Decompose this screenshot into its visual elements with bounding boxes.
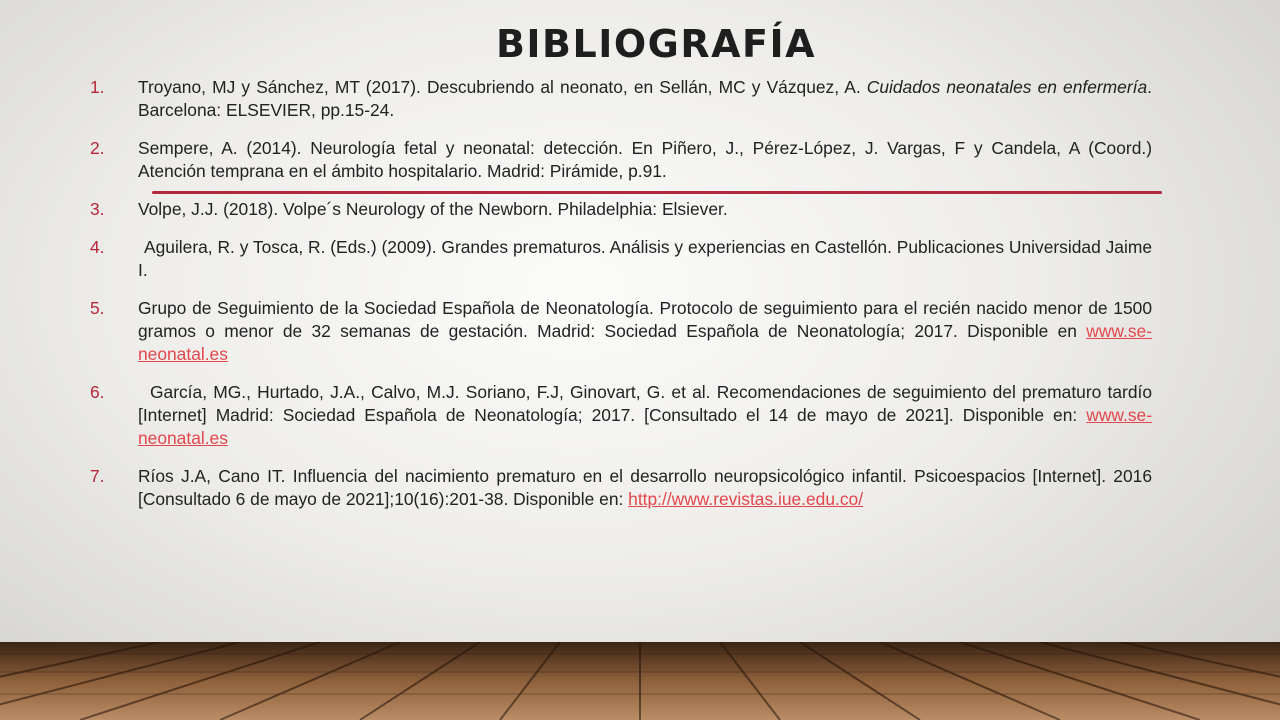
reference-text: Volpe, J.J. (2018). Volpe´s Neurology of the Newborn. Philadelphia: Elsiever. xyxy=(138,199,728,219)
reference-number: 6. xyxy=(90,382,105,402)
reference-item-4 xyxy=(90,236,1152,282)
accent-divider-line xyxy=(152,191,1162,194)
reference-text-end: . Barcelona: ELSEVIER, pp.15-24. xyxy=(138,77,1152,120)
reference-number: 3. xyxy=(90,199,105,219)
reference-text: Aguilera, R. y Tosca, R. (Eds.) (2009). Grandes prematuros. Análisis y experiencias en Castellón. Publicaciones Universidad Jaime I. xyxy=(138,237,1152,280)
reference-item-3 xyxy=(90,198,1152,221)
reference-link[interactable]: www.se-neonatal.es xyxy=(138,321,1152,364)
reference-number: 4. xyxy=(90,237,105,257)
reference-text: Troyano, MJ y Sánchez, MT (2017). Descubriendo al neonato, en Sellán, MC y Vázquez, A. xyxy=(138,77,867,97)
wood-planks-graphic xyxy=(0,642,1280,720)
reference-number: 2. xyxy=(90,138,105,158)
reference-number: 5. xyxy=(90,298,105,318)
reference-item-6 xyxy=(90,381,1152,450)
reference-text: Grupo de Seguimiento de la Sociedad Española de Neonatología. Protocolo de seguimiento para el recién nacido menor de 1500 gramos o menor de 32 semanas de gestación. Madrid: Sociedad Española de Neonatología; 2017. Disponible en xyxy=(138,298,1152,341)
reference-link[interactable]: www.se-neonatal.es xyxy=(138,405,1152,448)
reference-item-2 xyxy=(90,137,1152,183)
reference-number: 7. xyxy=(90,466,105,486)
reference-text: Sempere, A. (2014). Neurología fetal y neonatal: detección. En Piñero, J., Pérez-López, J. Vargas, F y Candela, A (Coord.) Atención temprana en el ámbito hospitalario. Madrid: Pirámide, p.91. xyxy=(138,138,1152,181)
reference-item-5 xyxy=(90,297,1152,366)
bibliography-list xyxy=(90,76,1152,526)
wood-floor-decoration xyxy=(0,642,1280,720)
reference-link[interactable]: http://www.revistas.iue.edu.co/ xyxy=(628,489,864,509)
reference-book-title: Cuidados neonatales en enfermería xyxy=(866,77,1148,97)
reference-item-1 xyxy=(90,76,1152,122)
reference-item-7 xyxy=(90,465,1152,511)
slide-title: BIBLIOGRAFÍA xyxy=(495,22,817,66)
reference-text: García, MG., Hurtado, J.A., Calvo, M.J. Soriano, F.J, Ginovart, G. et al. Recomendaciones de seguimiento del prematuro tardío [Internet] Madrid: Sociedad Española de Neonatología; 2017. [Consultado el 14 de mayo de 2021]. Disponible en: xyxy=(138,382,1152,425)
reference-text: Ríos J.A, Cano IT. Influencia del nacimiento prematuro en el desarrollo neuropsicológico infantil. Psicoespacios [Internet]. 2016 [Consultado 6 de mayo de 2021];10(16):201-38. Disponible en: xyxy=(138,466,1152,509)
reference-number: 1. xyxy=(90,77,105,97)
